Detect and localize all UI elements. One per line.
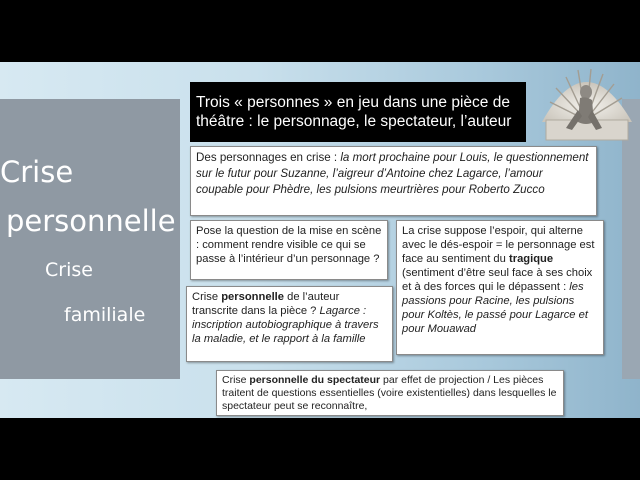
spectateur-after: par effet de projection / Les pièces traitent de questions essentielles (voire existentielles) dans lesquelles le spectateur peut se reconnaître, [222, 374, 557, 412]
spectateur-bold: personnelle du spectateur [249, 374, 381, 386]
title-text: Trois « personnes » en jeu dans une pièce de théâtre : le personnage, le spectateur, l’auteur [196, 94, 512, 130]
personnages-intro: Des personnages en crise : [196, 151, 341, 164]
left-subtitle-line-2: familiale [64, 304, 146, 326]
crise-auteur-box [186, 286, 393, 362]
mise-en-scene-box [190, 220, 388, 280]
crise-espoir-after: (sentiment d’être seul face à ses choix et à des forces qui le dépassent : [402, 267, 593, 293]
mise-en-scene-text: Pose la question de la mise en scène : comment rendre visible ce qui se passe à l’intérieur d’un personnage ? [196, 225, 382, 265]
personnages-examples: la mort prochaine pour Louis, le questionnement sur le futur pour Suzanne, l’aigreur d’Antoine chez Lagarce, l’amour coupable pour Phèdre, les pulsions meurtrières pour Roberto Zucco [196, 151, 589, 196]
personnages-box [190, 146, 597, 216]
crise-espoir-bold: tragique [508, 253, 554, 265]
left-subtitle-line-1: Crise [45, 259, 93, 281]
crise-espoir-before: La crise suppose l’espoir, qui alterne avec le dés-espoir = le personnage est face au sentiment du [402, 225, 595, 265]
left-title-line-2: personnelle [6, 204, 176, 238]
crise-auteur-before: Crise [192, 291, 222, 303]
spectateur-before: Crise [222, 374, 250, 386]
crise-auteur-bold: personnelle [221, 291, 285, 303]
crise-auteur-italic: Lagarce : inscription autobiographique à travers la maladie, et le rapport à la famille [192, 305, 379, 345]
statue-image [536, 62, 636, 148]
slide [0, 62, 640, 418]
left-title-line-1: Crise [0, 155, 74, 189]
crise-auteur-after: de l’auteur transcrite dans la pièce ? [192, 291, 340, 317]
left-panel [0, 99, 180, 379]
crise-espoir-box [396, 220, 604, 355]
title-box [190, 82, 526, 142]
crise-espoir-italic: les passions pour Racine, les pulsions pour Koltès, le passé pour Lagarce et pour Mouawad [402, 281, 588, 335]
spectateur-box [216, 370, 564, 416]
